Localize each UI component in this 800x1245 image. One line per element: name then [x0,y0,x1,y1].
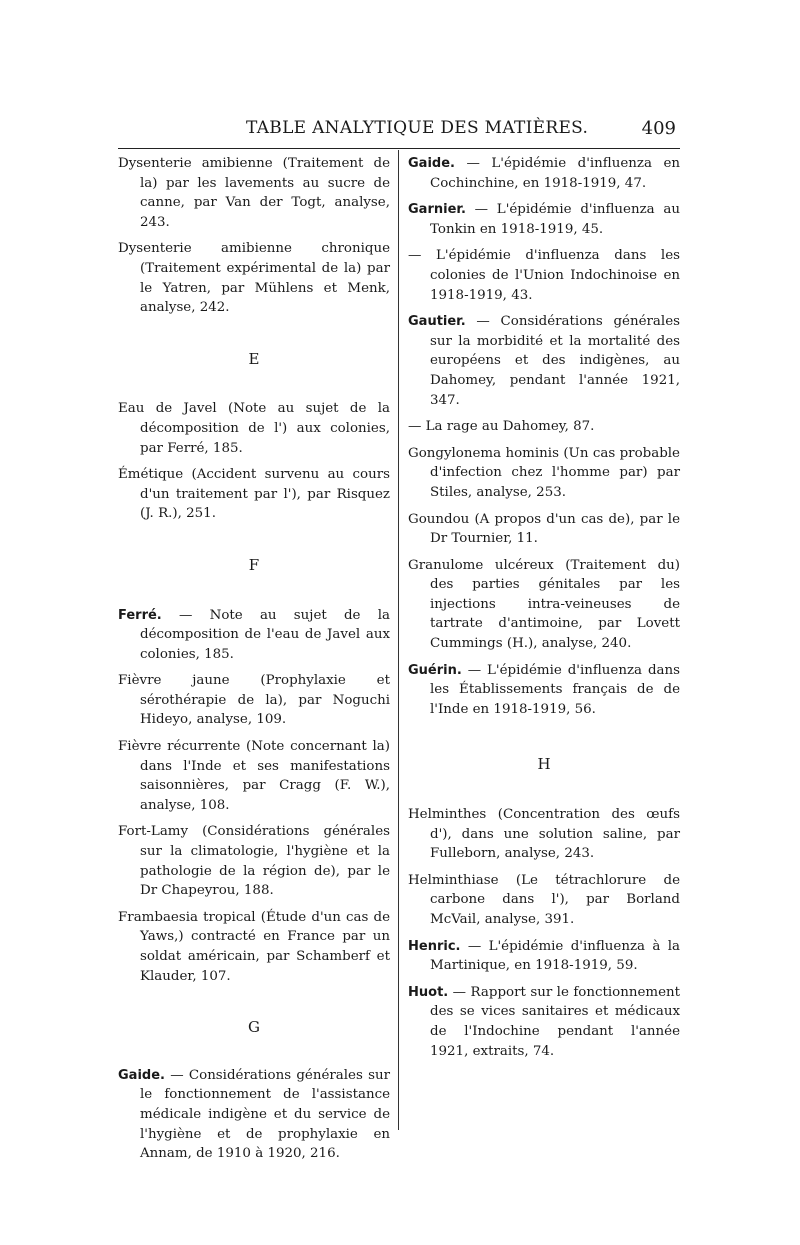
index-entry [408,200,680,239]
index-entry [408,661,680,720]
entry-text: — L'épidémie d'influenza dans les Établissements français de de l'Inde en 1918-1919, 56. [430,662,680,717]
entry-text: — L'épidémie d'influenza en Cochinchine, en 1918-1919, 47. [430,156,680,191]
index-entry [408,937,680,976]
index-entry [408,312,680,410]
entry-author: Ferré. [118,607,162,623]
index-entry [408,154,680,193]
index-entry [118,1066,390,1164]
entry-text: — L'épidémie d'influenza à la Martinique, en 1918-1919, 59. [430,938,680,974]
entry-text: — Considérations générales sur le fonctionnement de l'assistance médicale indigène et du service de l'hygiène et de prophylaxie en Annam, de 1910 à 1920, 216. [140,1067,390,1162]
index-entry: Fièvre jaune (Prophylaxie et sérothérapie de la), par Noguchi Hideyo, analyse, 109. [118,673,390,728]
section-letter-e: E [248,349,260,368]
index-entry: Dysenterie amibienne (Traitement de la) par les lavements au sucre de canne, par Van der Togt, analyse, 243. [118,156,390,230]
header-title: TABLE ANALYTIQUE DES MATIÈRES. [246,118,589,138]
entry-text: — Note au sujet de la décomposition de l'eau de Javel aux colonies, 185. [140,607,390,662]
index-entry: Émétique (Accident survenu au cours d'un traitement par l'), par Risquez (J. R.), 251. [118,467,390,522]
right-column [408,154,680,1068]
section-letter-f: F [248,555,260,574]
index-entry: Goundou (A propos d'un cas de), par le Dr Tournier, 11. [408,511,680,547]
index-entry: Granulome ulcéreux (Traitement du) des parties génitales par les injections intra-veineuses de tartrate d'antimoine, par Lovett Cummings (H.), analyse, 240. [408,557,680,652]
index-entry: Dysenterie amibienne chronique (Traitement expérimental de la) par le Yatren, par Mühlens et Menk, analyse, 242. [118,241,390,316]
running-header [118,118,680,149]
index-entry [118,606,390,665]
section-letter-g: G [248,1018,260,1037]
entry-text: — Considérations générales sur la morbidité et la mortalité des européens et des indigènes, au Dahomey, pendant l'année 1921, 347. [430,314,680,408]
page-number: 409 [641,118,676,139]
entry-text: — Rapport sur le fonctionnement des se vices sanitaires et médicaux de l'Indochine pendant l'année 1921, extraits, 74. [430,984,680,1059]
index-entry: Fort-Lamy (Considérations générales sur la climatologie, l'hygiène et la pathologie de la région de), par le Dr Chapeyrou, 188. [118,824,390,899]
section-letter-h: H [537,755,551,774]
entry-text: — L'épidémie d'influenza au Tonkin en 1918-1919, 45. [430,202,680,237]
entry-author: Huot. [408,984,449,1000]
entry-author: Gautier. [408,314,466,330]
index-entry: Fièvre récurrente (Note concernant la) dans l'Inde et ses manifestations saisonnières, par Cragg (F. W.), analyse, 108. [118,739,390,813]
index-entry: Gongylonema hominis (Un cas probable d'infection chez l'homme par) par Stiles, analyse, 253. [408,445,680,500]
index-entry: Frambaesia tropical (Étude d'un cas de Yaws,) contracté en France par un soldat américain, par Schamberf et Klauder, 107. [118,909,390,984]
entry-author: Gaide. [408,156,455,171]
entry-author: Henric. [408,938,461,954]
index-entry: Helminthes (Concentration des œufs d'), dans une solution saline, par Fulleborn, analyse, 243. [408,807,680,862]
index-entry: — L'épidémie d'influenza dans les colonies de l'Union Indochinoise en 1918-1919, 43. [408,248,680,303]
column-divider [398,150,399,1130]
index-entry: Helminthiase (Le tétrachlorure de carbone dans l'), par Borland McVail, analyse, 391. [408,872,680,927]
entry-author: Guérin. [408,662,462,678]
index-entry [408,983,680,1061]
index-entry: — La rage au Dahomey, 87. [408,419,595,435]
index-entry: Eau de Javel (Note au sujet de la décomposition de l') aux colonies, par Ferré, 185. [118,401,390,456]
left-column [118,154,390,1171]
entry-author: Garnier. [408,202,466,218]
entry-author: Gaide. [118,1067,165,1083]
